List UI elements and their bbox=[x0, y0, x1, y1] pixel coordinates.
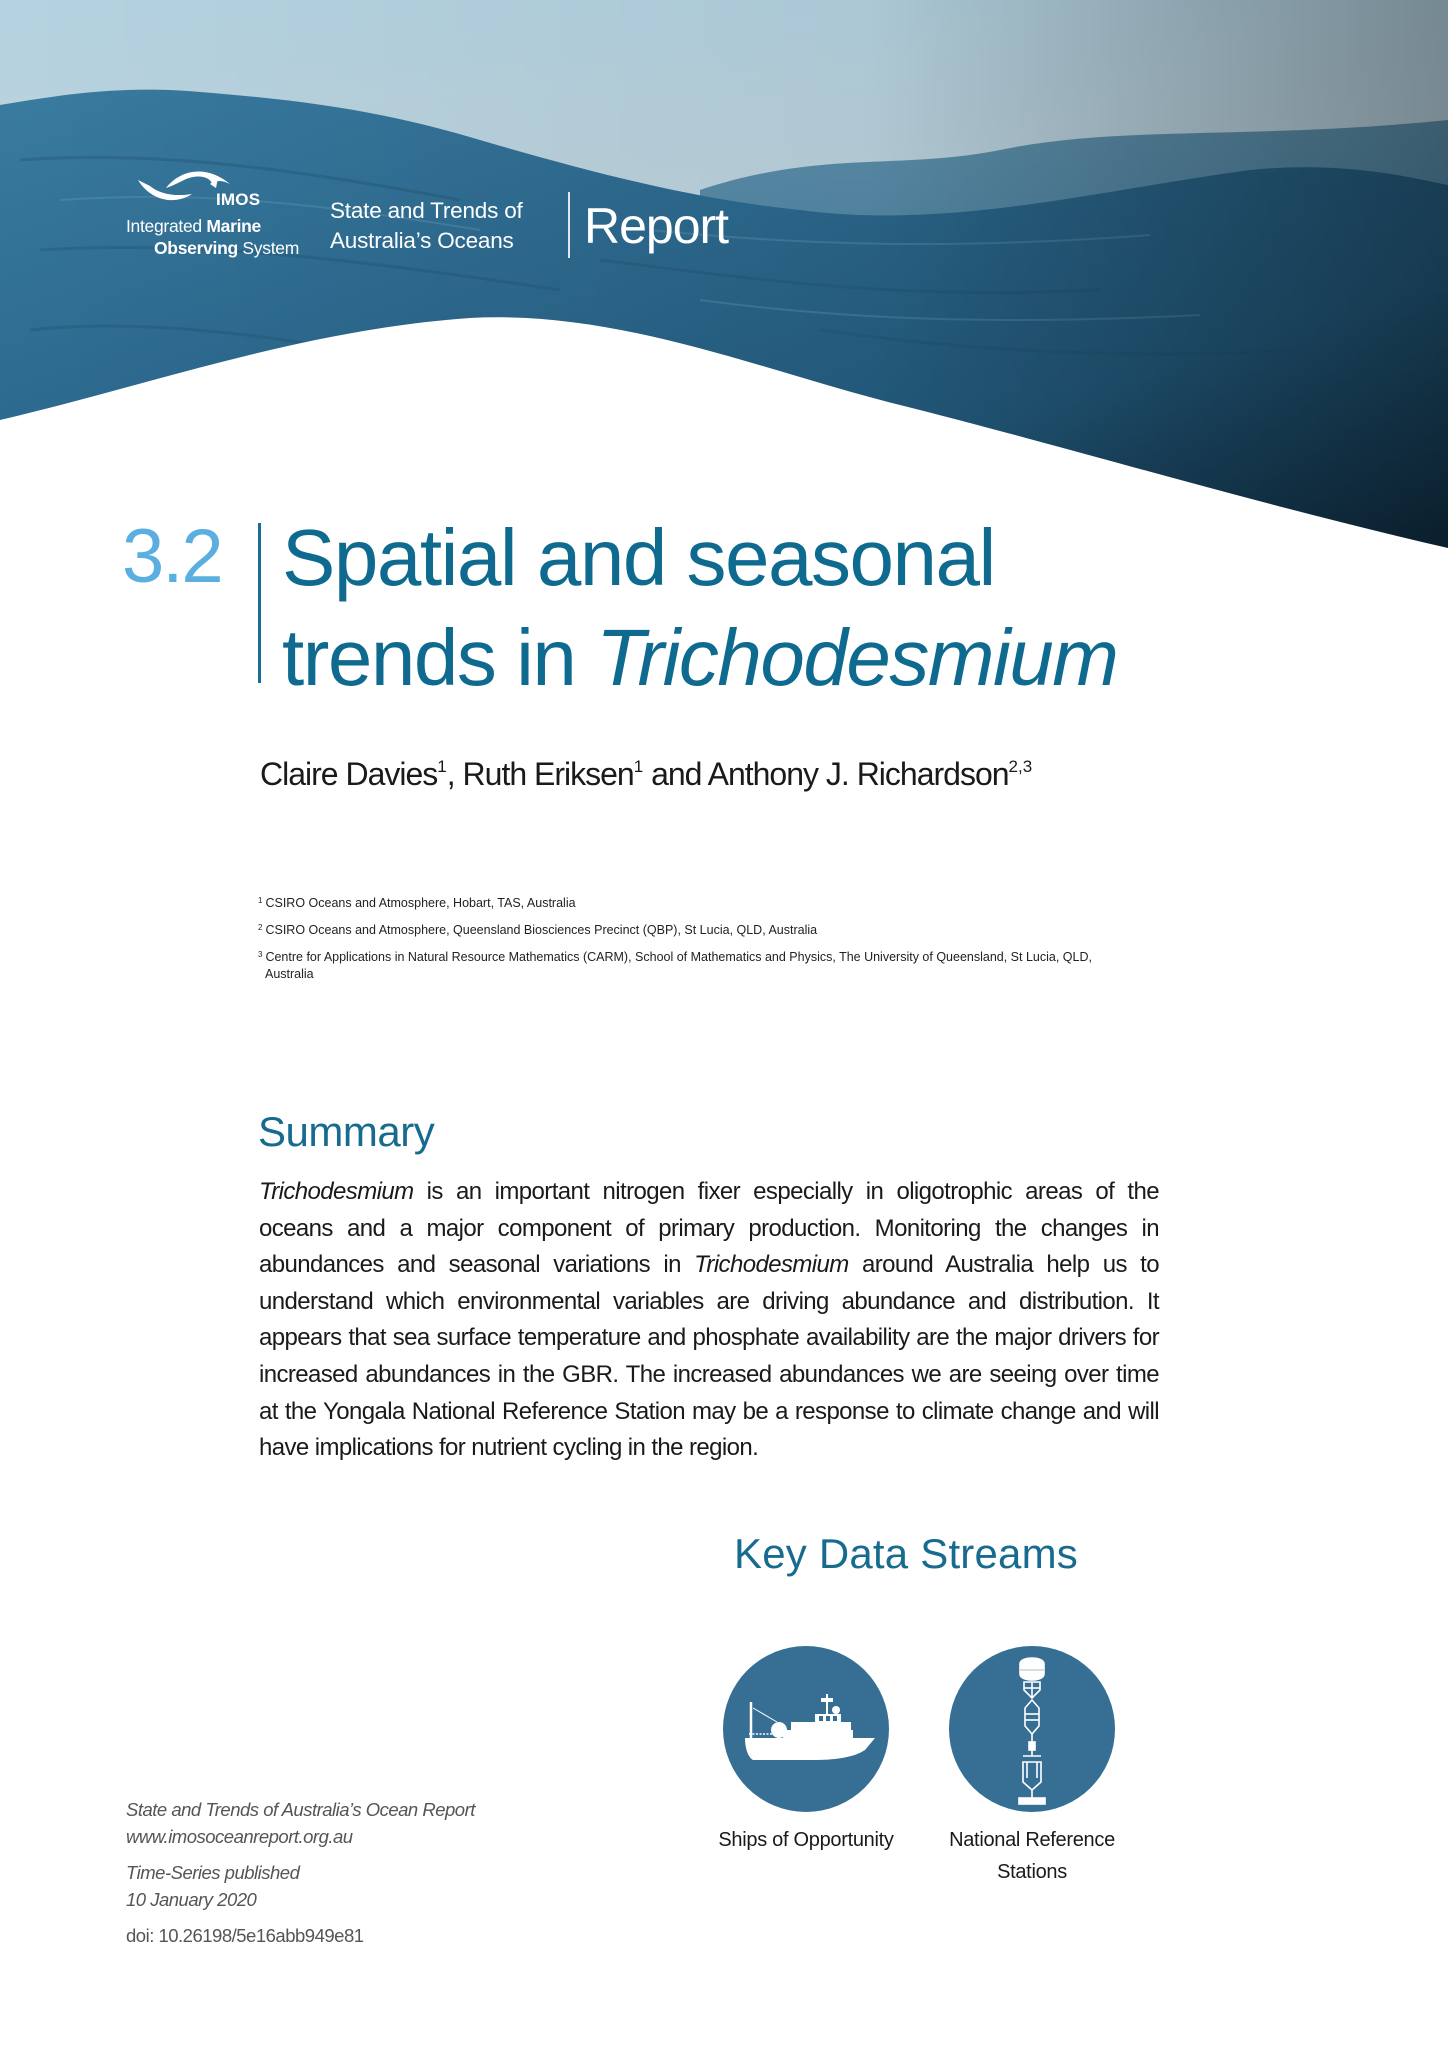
author-list: Claire Davies$^1$, Ruth Eriksen$^1$ and Anthony J. Richardson$^{2,3}$ bbox=[260, 756, 1033, 792]
logo-text-line-2: Observing System bbox=[154, 238, 299, 258]
author-name: Anthony J. Richardson bbox=[707, 756, 1009, 792]
summary-paragraph: Trichodesmium is an important nitrogen fixer especially in oligotrophic areas of the oceans and a major component of primary production. Monitoring the changes in abundances and seasonal variations in Trichodesmium around Australia help us to understand which environmental variables are driving abundance and distribution. It appears that sea surface temperature and phosphate availability are the major drivers for increased abundances in the GBR. The increased abundances we are seeing over time at the Yongala National Reference Station may be a response to climate change and will have implications for nutrient cycling in the region. bbox=[259, 1178, 1159, 1462]
series-title: State and Trends of Australia’s Oceans bbox=[330, 198, 523, 253]
key-data-streams-heading: Key Data Streams bbox=[734, 1530, 1078, 1577]
author-name: Ruth Eriksen bbox=[462, 756, 634, 792]
affiliations bbox=[258, 892, 1138, 990]
ship-icon bbox=[723, 1646, 889, 1812]
affiliation-item: $^2$ CSIRO Oceans and Atmosphere, Queensland Biosciences Precinct (QBP), St Lucia, QLD, Australia bbox=[258, 923, 818, 937]
publication-info bbox=[126, 1796, 475, 1949]
ocean-banner bbox=[0, 0, 1448, 560]
logo-text-line-1: Integrated Marine bbox=[126, 216, 261, 236]
report-url-link[interactable]: www.imosoceanreport.org.au bbox=[126, 1826, 353, 1847]
imos-logo[interactable] bbox=[126, 166, 312, 266]
affiliation-item: $^3$ Centre for Applications in Natural Resource Mathematics (CARM), School of Mathematics and Physics, The University of Queensland, St Lucia, QLD, Australia bbox=[258, 950, 1092, 981]
stream-label: Ships of Opportunity bbox=[718, 1829, 894, 1851]
ocean-wave-image bbox=[0, 0, 1448, 560]
page-title: Spatial and seasonal trends in Trichodesmium bbox=[282, 513, 1118, 702]
published-label: Time-Series published bbox=[126, 1862, 300, 1883]
report-label: Report bbox=[584, 198, 729, 254]
author-name: Claire Davies bbox=[260, 756, 438, 792]
affiliation-item: $^1$ CSIRO Oceans and Atmosphere, Hobart, TAS, Australia bbox=[258, 896, 576, 910]
section-number: 3.2 bbox=[122, 514, 222, 599]
data-stream-ships-of-opportunity[interactable] bbox=[696, 1646, 916, 1856]
header-divider bbox=[568, 192, 570, 258]
stream-label: National Reference Stations bbox=[949, 1829, 1115, 1883]
summary-heading: Summary bbox=[258, 1108, 435, 1155]
published-date: 10 January 2020 bbox=[126, 1889, 257, 1910]
doi-link[interactable]: doi: 10.26198/5e16abb949e81 bbox=[126, 1925, 364, 1946]
mooring-icon bbox=[949, 1646, 1115, 1812]
title-divider bbox=[258, 523, 261, 683]
imos-acronym: IMOS bbox=[216, 190, 261, 209]
report-name: State and Trends of Australia’s Ocean Report bbox=[126, 1799, 475, 1820]
data-stream-national-reference-stations[interactable] bbox=[922, 1646, 1142, 1888]
